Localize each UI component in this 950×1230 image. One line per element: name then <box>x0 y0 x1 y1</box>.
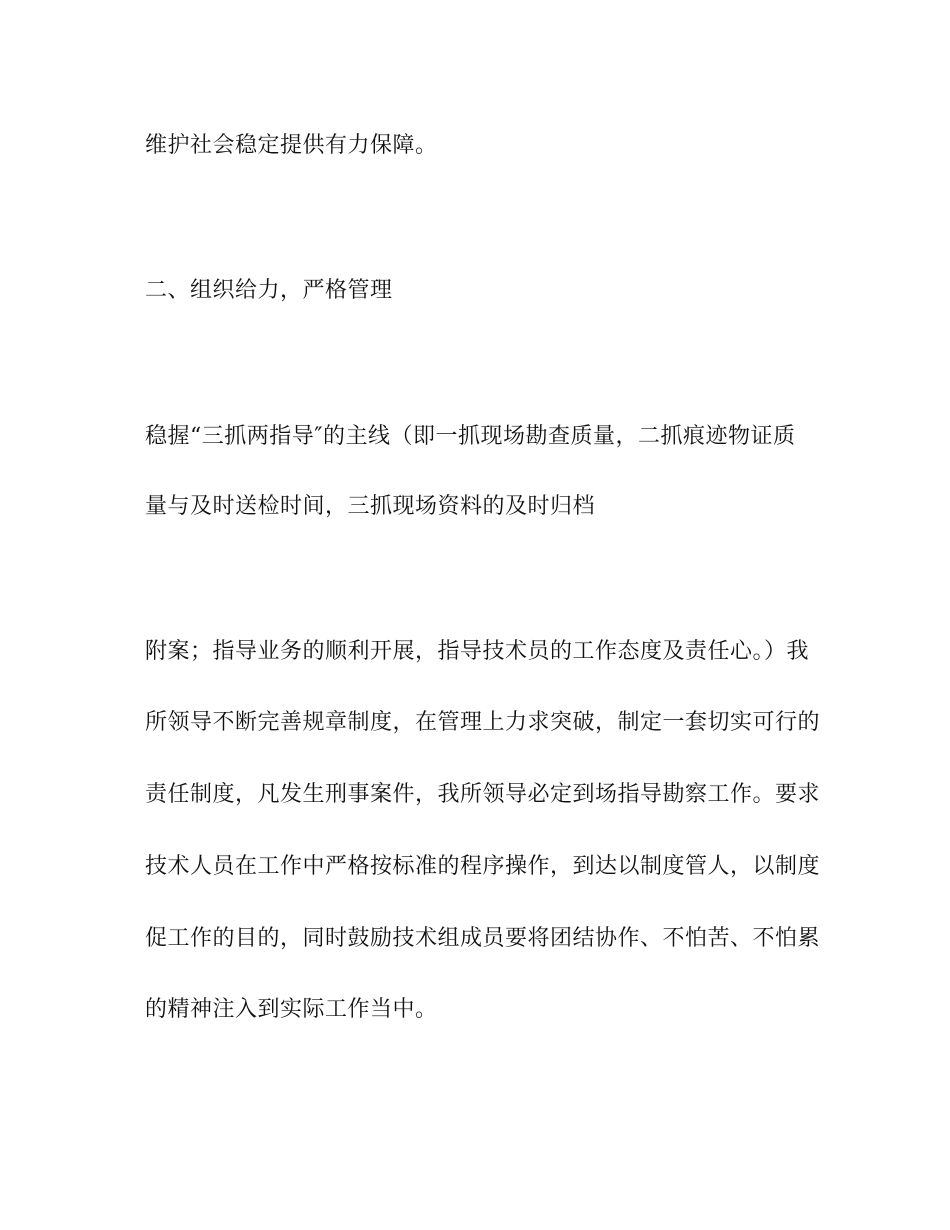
paragraph-line: 维护社会稳定提供有力保障。 <box>145 133 438 158</box>
paragraph-line: 量与及时送检时间，三抓现场资料的及时归档 <box>145 494 596 519</box>
paragraph-line: 促工作的目的，同时鼓励技术组成员要将团结协作、不怕苦、不怕累 <box>145 926 821 951</box>
paragraph-line: 稳握“三抓两指导″的主线（即一抓现场勘查质量，二抓痕迹物证质 <box>145 424 796 449</box>
paragraph-line: 附案；指导业务的顺利开展，指导技术员的工作态度及责任心。）我 <box>145 639 810 664</box>
section-heading: 二、组织给力，严格管理 <box>145 278 393 303</box>
paragraph-line: 技术人员在工作中严格按标准的程序操作，到达以制度管人，以制度 <box>145 854 821 879</box>
paragraph-line: 所领导不断完善规章制度，在管理上力求突破，制定一套切实可行的 <box>145 710 821 735</box>
paragraph-line: 的精神注入到实际工作当中。 <box>145 997 438 1022</box>
paragraph-line: 责任制度，凡发生刑事案件，我所领导必定到场指导勘察工作。要求 <box>145 782 821 807</box>
